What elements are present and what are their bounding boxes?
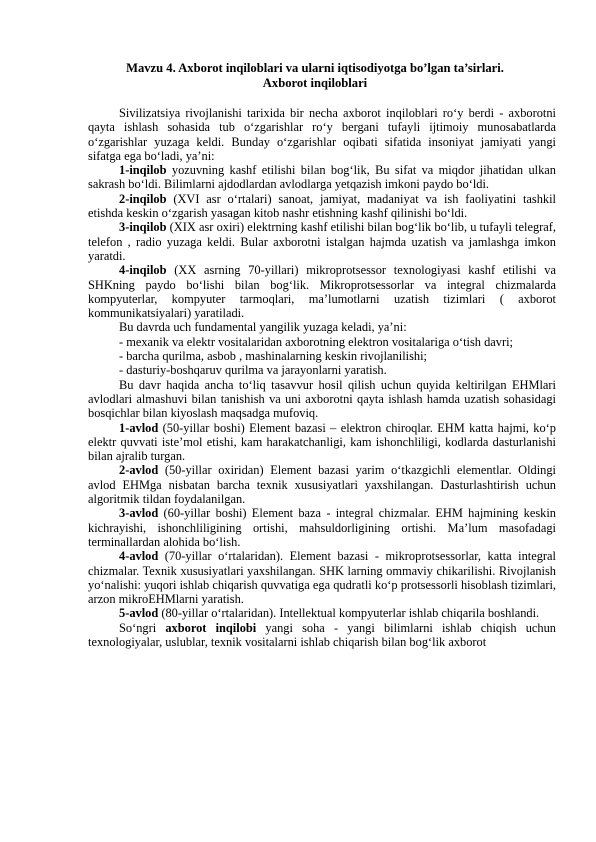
paragraph: Bu davr haqida ancha to‘liq tasavvur hosil qilish uchun quyida keltirilgan EHMlari avlodlari almashuvi bilan tanishish va uni axborotni qayta ishlash hamda uzatish sohasidagi bosqichlar bilan kiyoslash maqsadga mufoviq.	[88, 377, 556, 421]
paragraph: 2-avlod (50-yillar oxiridan) Element bazasi yarim o‘tkazgichli elementlar. Oldingi avlod EHMga nisbatan barcha texnik xususiyatlari yaxshilangan. Dasturlashtirish uchun algoritmik tildan foydalanilgan.	[88, 463, 556, 507]
paragraph: Sivilizatsiya rivojlanishi tarixida bir necha axborot inqiloblari ro‘y berdi - axborotni qayta ishlash sohasida tub o‘zgarishlar ro‘y bergani tufayli ijtimoiy munosabatlarda o‘zgarishlar yuzaga keldi. Bunday o‘zgarishlar oqibati sifatida insoniyat jamiyati yangi sifatga ega bo‘ladi, ya’ni:	[88, 106, 556, 163]
paragraph: 1-inqilob yozuvning kashf etilishi bilan bog‘lik, Bu sifat va miqdor jihatidan ulkan sakrash bo‘ldi. Bilimlarni ajdodlardan avlodlarga yetqazish imkoni paydo bo‘ldi.	[88, 163, 556, 192]
page-title	[80, 61, 550, 91]
title-line-1: Mavzu 4. Axborot inqiloblari va ularni iqtisodiyotga bo’lgan ta’sirlari.	[126, 61, 504, 75]
paragraph: 4-avlod (70-yillar o‘rtalaridan). Element bazasi - mikroprotsessorlar, katta integral chizmalar. Texnik xususiyatlari yaxshilangan. SHK larning ommaviy chikarilishi. Rivojlanish yo‘nalishi: yuqori ishlab chiqarish quvvatiga ega qudratli ko‘p protsessorli hisoblash tizimlari, arzon mikroEHMlarni yaratish.	[88, 549, 556, 607]
paragraph: So‘ngri axborot inqilobi yangi soha - yangi bilimlarni ishlab chiqish uchun texnologiyalar, uslublar, texnik vositalarni ishlab chiqarish bilan bog‘lik axborot	[88, 620, 556, 649]
paragraph: 3-avlod (60-yillar boshi) Element baza - integral chizmalar. EHM hajmining keskin kichrayishi, ishonchliligining ortishi, mahsuldorligining ortishi. Ma’lum masofadagi terminallardan alohida bo‘lish.	[88, 506, 556, 549]
paragraph: 4-inqilob (XX asrning 70-yillari) mikroprotsessor texnologiyasi kashf etilishi va SHKning paydo bo‘lishi bilan bog‘lik. Mikroprotsessorlar va integral chizmalarda kompyuterlar, kompyuter tarmoqlari, ma’lumotlarni uzatish tizimlari ( axborot kommunikatsiyalari) yaratiladi.	[88, 263, 556, 321]
list-item: - barcha qurilma, asbob , mashinalarning keskin rivojlanilishi;	[119, 349, 427, 364]
list-item: - dasturiy-boshqaruv qurilma va jarayonlarni yaratish.	[119, 363, 387, 378]
paragraph: 2-inqilob (XVI asr o‘rtalari) sanoat, jamiyat, madaniyat va ish faoliyatini tashkil etishda keskin o‘zgarish yasagan kitob nashr etishning kashf qilinishi bo‘ldi.	[88, 191, 556, 221]
document-body	[88, 106, 556, 649]
paragraph: 1-avlod (50-yillar boshi) Element bazasi – elektron chiroqlar. EHM katta hajmi, ko‘p elektr quvvati iste’mol etishi, kam harakatchanligi, kam ishonchliligi, kodlarda dasturlanishi bilan ajralib turgan.	[88, 420, 556, 464]
list-item: - mexanik va elektr vositalaridan axborotning elektron vositalariga o‘tish davri;	[119, 334, 513, 349]
paragraph: 3-inqilob (XIX asr oxiri) elektrning kashf etilishi bilan bog‘lik bo‘lib, u tufayli telegraf, telefon , radio yuzaga keldi. Bular axborotni istalgan hajmda uzatish va jamlashga imkon yaratdi.	[88, 220, 556, 263]
paragraph: Bu davrda uch fundamental yangilik yuzaga keladi, ya’ni:	[119, 320, 407, 335]
title-line-2: Axborot inqiloblari	[262, 76, 368, 90]
paragraph: 5-avlod (80-yillar o‘rtalaridan). Intellektual kompyuterlar ishlab chiqarila boshlandi.	[119, 606, 540, 621]
